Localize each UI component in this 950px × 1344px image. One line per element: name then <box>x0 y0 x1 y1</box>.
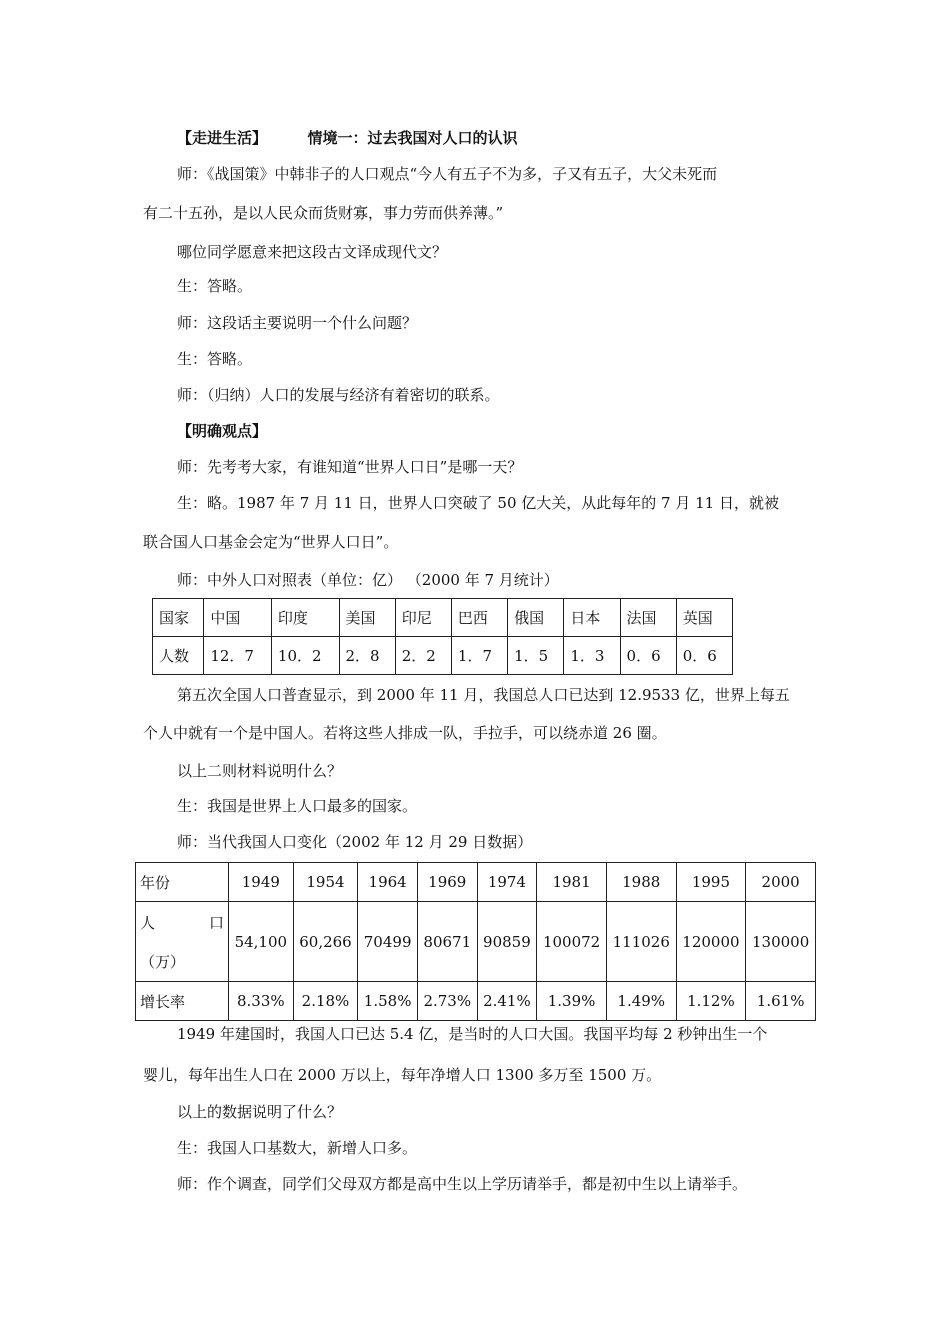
paragraph: 生：答略。 <box>177 350 253 368</box>
table-cell: 2．8 <box>339 637 395 675</box>
table-cell: 1.49% <box>606 982 676 1021</box>
table-row <box>153 599 733 637</box>
section-heading-1 <box>177 128 518 148</box>
paragraph: 师：中外人口对照表（单位：亿） （2000 年 7 月统计） <box>177 571 559 589</box>
table-cell: 1964 <box>358 863 418 902</box>
section-heading-bracket: 【走进生活】 <box>177 129 268 147</box>
table-cell: 国家 <box>153 599 204 637</box>
paragraph-cont: 婴儿，每年出生人口在 2000 万以上，每年净增人口 1300 多万至 1500 万。 <box>143 1066 662 1084</box>
paragraph: 生：我国是世界上人口最多的国家。 <box>177 797 418 815</box>
paragraph: 师：先考考大家，有谁知道“世界人口日”是哪一天？ <box>177 458 523 476</box>
table-cell: 1.61% <box>746 982 816 1021</box>
table-cell: 印度 <box>271 599 339 637</box>
table-cell: 80671 <box>417 902 477 982</box>
paragraph: 生：略。1987 年 7 月 11 日，世界人口突破了 50 亿大关，从此每年的 7 月 11 日，就被 <box>177 494 779 512</box>
table-cell: 1．3 <box>564 637 620 675</box>
pop-label-char: 口 <box>208 913 224 932</box>
paragraph: 生：我国人口基数大，新增人口多。 <box>177 1139 418 1157</box>
paragraph: 师：这段话主要说明一个什么问题？ <box>177 314 418 332</box>
paragraph: 生：答略。 <box>177 277 253 295</box>
table-cell: 1981 <box>537 863 607 902</box>
table-cell: 1969 <box>417 863 477 902</box>
table-cell: 1988 <box>606 863 676 902</box>
table-cell: 10．2 <box>271 637 339 675</box>
table-cell: 100072 <box>537 902 607 982</box>
paragraph: 师：（归纳）人口的发展与经济有着密切的联系。 <box>177 386 500 404</box>
table-cell: 俄国 <box>508 599 564 637</box>
table-row <box>153 637 733 675</box>
table-cell: 130000 <box>746 902 816 982</box>
paragraph-cont: 联合国人口基金会定为“世界人口日”。 <box>143 533 399 551</box>
table-cell: 0．6 <box>676 637 732 675</box>
table-cell: 1974 <box>477 863 537 902</box>
table-cell: 年份 <box>136 863 229 902</box>
paragraph: 以上的数据说明了什么？ <box>177 1103 343 1121</box>
table-cell: 1.39% <box>537 982 607 1021</box>
table-cell: 54,100 <box>229 902 294 982</box>
table-cell: 1．7 <box>451 637 507 675</box>
table-cell: 中国 <box>204 599 272 637</box>
table-cell: 1.58% <box>358 982 418 1021</box>
paragraph: 师：当代我国人口变化（2002 年 12 月 29 日数据） <box>177 833 533 851</box>
china-population-table <box>135 862 816 1021</box>
paragraph: 第五次全国人口普查显示，到 2000 年 11 月，我国总人口已达到 12.9533 亿，世界上每五 <box>177 686 790 704</box>
table-cell: 60,266 <box>293 902 358 982</box>
table-cell: 2.41% <box>477 982 537 1021</box>
table-cell: 2.73% <box>417 982 477 1021</box>
section-title: 情境一：过去我国对人口的认识 <box>307 129 518 147</box>
table-cell: 巴西 <box>451 599 507 637</box>
table-cell: 人数 <box>153 637 204 675</box>
table-cell: 美国 <box>339 599 395 637</box>
table-cell: 1．5 <box>508 637 564 675</box>
table-cell: 英国 <box>676 599 732 637</box>
table-cell: 111026 <box>606 902 676 982</box>
table-cell: 1995 <box>676 863 746 902</box>
paragraph: 师：《战国策》中韩非子的人口观点“今人有五子不为多，子又有五子，大父未死而 <box>177 165 718 183</box>
table-cell: 2．2 <box>395 637 451 675</box>
table-cell: 120000 <box>676 902 746 982</box>
table-cell: 2000 <box>746 863 816 902</box>
table-cell: 1954 <box>293 863 358 902</box>
country-population-table <box>152 598 733 675</box>
table-cell: 2.18% <box>293 982 358 1021</box>
table-row <box>136 982 816 1021</box>
table-cell: 1949 <box>229 863 294 902</box>
paragraph: 哪位同学愿意来把这段古文译成现代文？ <box>177 243 448 261</box>
table-cell <box>136 902 229 982</box>
table-cell: 法国 <box>620 599 676 637</box>
pop-label-char: 人 <box>140 913 156 932</box>
paragraph-cont: 有二十五孙，是以人民众而货财寡，事力劳而供养薄。” <box>143 204 504 222</box>
paragraph: 1949 年建国时，我国人口已达 5.4 亿，是当时的人口大国。我国平均每 2 秒钟出生一个 <box>177 1025 768 1043</box>
paragraph: 师：作个调查，同学们父母双方都是高中生以上学历请举手，都是初中生以上请举手。 <box>177 1175 748 1193</box>
table-row <box>136 863 816 902</box>
table-cell: 8.33% <box>229 982 294 1021</box>
table-cell: 70499 <box>358 902 418 982</box>
table-cell: 0．6 <box>620 637 676 675</box>
paragraph-cont: 个人中就有一个是中国人。若将这些人排成一队，手拉手，可以绕赤道 26 圈。 <box>143 724 667 742</box>
table-cell: 12．7 <box>204 637 272 675</box>
table-cell: 90859 <box>477 902 537 982</box>
table-cell: 1.12% <box>676 982 746 1021</box>
pop-label-line <box>140 912 224 933</box>
table-cell: 日本 <box>564 599 620 637</box>
pop-label-unit: （万） <box>140 952 186 971</box>
table-row <box>136 902 816 982</box>
table-cell: 印尼 <box>395 599 451 637</box>
section-heading-2: 【明确观点】 <box>177 422 268 440</box>
paragraph: 以上二则材料说明什么？ <box>177 762 343 780</box>
table-cell: 增长率 <box>136 982 229 1021</box>
